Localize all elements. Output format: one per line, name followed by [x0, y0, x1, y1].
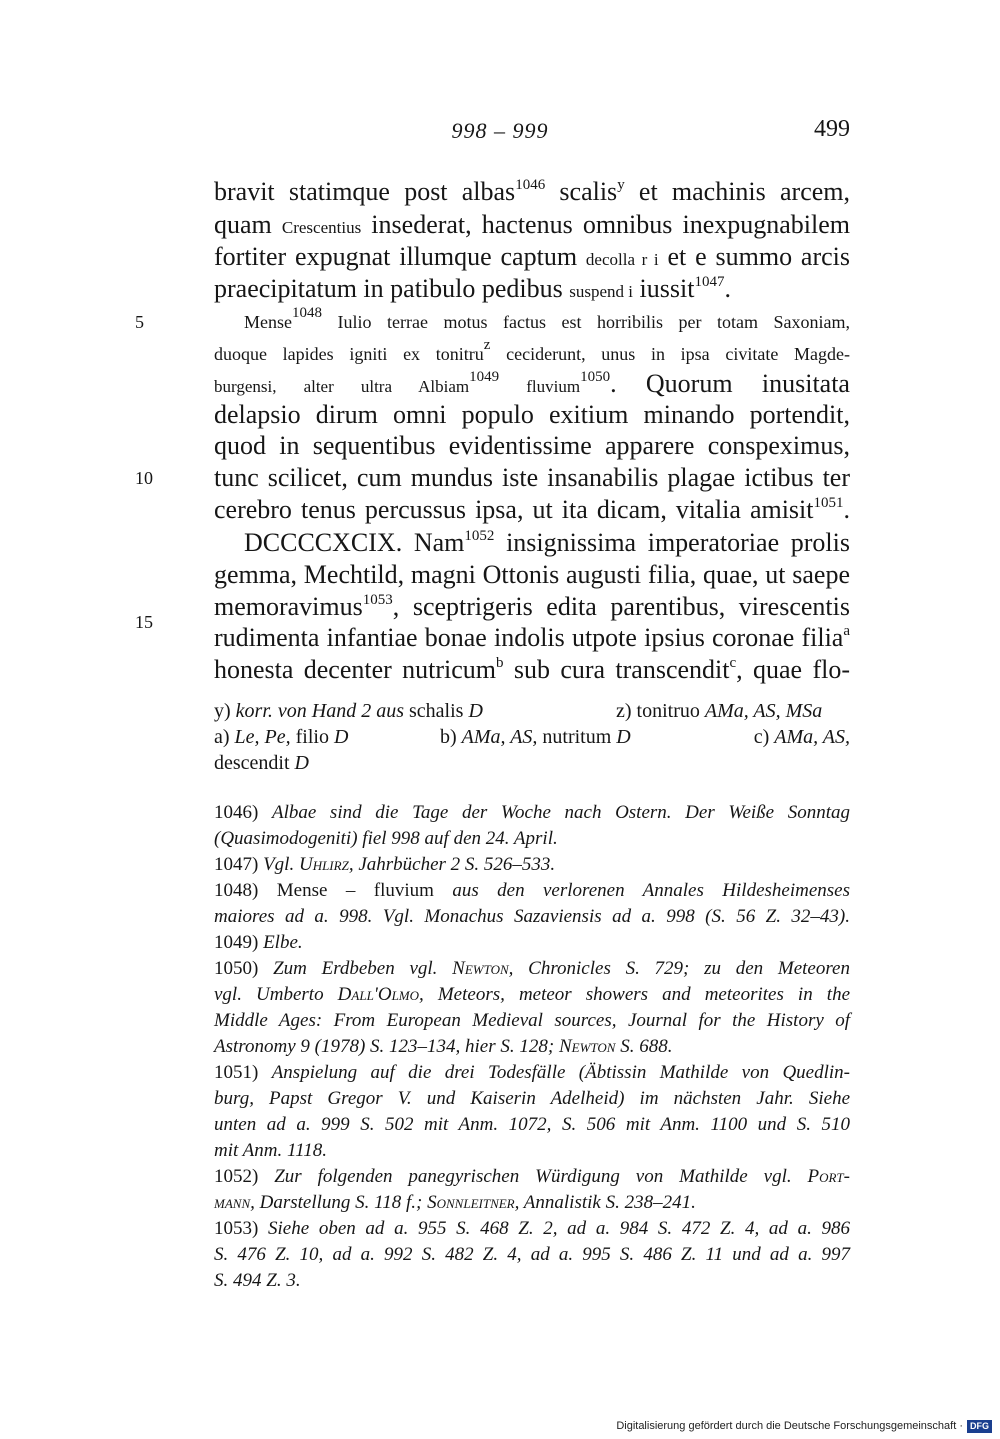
- text-line: quam Crescentius insederat, hactenus omnibus inexpugnabilem: [214, 210, 851, 239]
- footnote-line: unten ad a. 999 S. 502 mit Anm. 1072, S. 506 mit Anm. 1100 und S. 510: [214, 1114, 850, 1135]
- running-header-years: 998 – 999: [451, 118, 549, 143]
- footnote-1053: 1053) Siehe oben ad a. 955 S. 468 Z. 2, ad a. 984 S. 472 Z. 4, ad a. 986: [214, 1218, 850, 1239]
- footnote-1051: 1051) Anspielung auf die drei Todesfälle (Äbtissin Mathilde von Quedlin-: [214, 1062, 850, 1083]
- footnote-line: S. 494 Z. 3.: [214, 1270, 301, 1291]
- footnote-1052: 1052) Zur folgenden panegyrischen Würdigung von Mathilde vgl. Port-: [214, 1166, 850, 1187]
- text-line: Mense$^{1048}$ Iulio terrae motus factus est horribilis per totam Saxoniam,: [244, 305, 850, 332]
- variant-note-line: a) Le, Pe, filio D b) AMa, AS, nutritum D c) AMa, AS,: [214, 726, 850, 748]
- footnote-line: S. 476 Z. 10, ad a. 992 S. 482 Z. 4, ad a. 995 S. 486 Z. 11 und ad a. 997: [214, 1244, 850, 1265]
- line-number: 5: [135, 312, 144, 332]
- footnote-1047: 1047) Vgl. Uhlirz, Jahrbücher 2 S. 526–533.: [214, 854, 556, 875]
- text-line: bravit statimque post albas$^{1046}$ scalis$^y$ et machinis arcem,: [214, 177, 850, 206]
- text-line: praecipitatum in patibulo pedibus suspend i iussit$^{1047}$.: [214, 274, 731, 303]
- text-line: honesta decenter nutricum$^b$ sub cura transcendit$^c$, quae flo-: [214, 655, 850, 684]
- footnote-line: maiores ad a. 998. Vgl. Monachus Sazaviensis ad a. 998 (S. 56 Z. 32–43).: [214, 906, 850, 927]
- line-number: 15: [135, 612, 153, 632]
- footnote-line: vgl. Umberto Dall'Olmo, Meteors, meteor showers and meteorites in the: [214, 984, 850, 1005]
- text-line: memoravimus$^{1053}$, sceptrigeris edita parentibus, virescentis: [214, 592, 850, 621]
- footnote-line: mann, Darstellung S. 118 f.; Sonnleitner, Annalistik S. 238–241.: [214, 1192, 696, 1213]
- footnote-line: Astronomy 9 (1978) S. 123–134, hier S. 128; Newton S. 688.: [214, 1036, 673, 1057]
- page-number: 499: [814, 116, 850, 142]
- variant-note-line: y) korr. von Hand 2 aus schalis D z) tonitruo AMa, AS, MSa: [214, 700, 823, 722]
- footnote-1049: 1049) Elbe.: [214, 932, 303, 953]
- text-line: duoque lapides igniti ex tonitru$^z$ ceciderunt, unus in ipsa civitate Magde-: [214, 337, 850, 364]
- variant-note-line: descendit D: [214, 752, 309, 774]
- footnote-line: (Quasimodogeniti) fiel 998 auf den 24. April.: [214, 828, 558, 849]
- footnote-line: mit Anm. 1118.: [214, 1140, 327, 1161]
- text-line: delapsio dirum omni populo exitium minando portendit,: [214, 400, 850, 429]
- footnote-1046: 1046) Albae sind die Tage der Woche nach Ostern. Der Weiße Sonntag: [214, 802, 850, 823]
- footnote-line: Middle Ages: From European Medieval sources, Journal for the History of: [214, 1010, 850, 1031]
- text-line: quod in sequentibus evidentissime apparere conspeximus,: [214, 431, 850, 460]
- digitization-credit: Digitalisierung gefördert durch die Deutsche Forschungsgemeinschaft · DFG: [580, 1418, 992, 1434]
- dfg-logo: DFG: [967, 1420, 992, 1433]
- text-line: burgensi, alter ultra Albiam$^{1049}$ fluvium$^{1050}$. Quorum inusitata: [214, 369, 850, 398]
- text-line: DCCCCXCIX. Nam$^{1052}$ insignissima imperatoriae prolis: [244, 528, 850, 557]
- text-line: cerebro tenus percussus ipsa, ut ita dicam, vitalia amisit$^{1051}$.: [214, 495, 850, 524]
- line-number: 10: [135, 468, 153, 488]
- footnote-line: burg, Papst Gregor V. und Kaiserin Adelheid) im nächsten Jahr. Siehe: [214, 1088, 850, 1109]
- text-line: fortiter expugnat illumque captum decolla r i et e summo arcis: [214, 242, 851, 271]
- text-line: tunc scilicet, cum mundus iste insanabilis plagae ictibus ter: [214, 463, 850, 492]
- footnote-1050: 1050) Zum Erdbeben vgl. Newton, Chronicles S. 729; zu den Meteoren: [214, 958, 850, 979]
- text-line: gemma, Mechtild, magni Ottonis augusti filia, quae, ut saepe: [214, 560, 850, 589]
- footnote-1048: 1048) Mense – fluvium aus den verlorenen Annales Hildesheimenses: [214, 880, 850, 901]
- text-line: rudimenta infantiae bonae indolis utpote ipsius coronae filia$^a$: [214, 623, 850, 652]
